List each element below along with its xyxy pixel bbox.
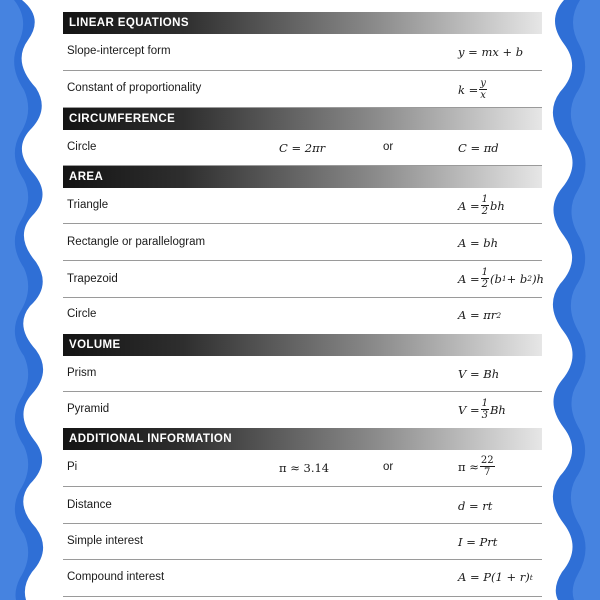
row-formula: V = Bh (458, 367, 500, 381)
fraction-numerator: 1 (481, 267, 488, 278)
fraction (481, 398, 489, 421)
fraction (481, 194, 489, 217)
superscript: 2 (496, 310, 502, 320)
formula-lhs: V = (458, 402, 480, 417)
row-formula-alternate (458, 455, 496, 478)
row-label: Compound interest (67, 571, 165, 583)
fraction-denominator: 2 (481, 206, 488, 217)
formula-reference-sheet (63, 0, 542, 600)
section-header-area: AREA (63, 166, 542, 188)
fraction-denominator: x (480, 90, 486, 101)
section-header-volume: VOLUME (63, 334, 542, 356)
formula-rhs: Bh (489, 402, 506, 417)
row-area-triangle (63, 188, 542, 224)
formula-lhs: k = (458, 82, 479, 97)
or-separator: or (383, 461, 394, 473)
fraction-numerator: 22 (480, 455, 494, 466)
subscript: 2 (527, 274, 533, 283)
row-label: Distance (67, 499, 112, 511)
formula-lhs: A = πr (458, 308, 497, 322)
row-formula-alternate: C = πd (458, 141, 499, 155)
formula-rhs: bh (489, 198, 505, 213)
or-separator: or (383, 141, 394, 153)
row-formula (458, 267, 544, 290)
section-header-circumference: CIRCUMFERENCE (63, 108, 542, 130)
row-formula (458, 78, 488, 101)
formula-lhs: A = (458, 271, 480, 286)
row-label: Prism (67, 367, 97, 379)
formula-part: )h (532, 271, 544, 286)
formula-part: + b (506, 271, 528, 286)
row-label: Pi (67, 461, 78, 473)
row-formula (458, 194, 505, 217)
row-formula-primary: π ≈ 3.14 (279, 461, 330, 475)
row-formula: A = bh (458, 236, 499, 250)
row-pi (63, 450, 542, 487)
row-label: Circle (67, 308, 97, 320)
row-label: Trapezoid (67, 273, 118, 285)
row-label: Slope-intercept form (67, 45, 171, 57)
row-slope-intercept (63, 34, 542, 71)
row-simple-interest (63, 524, 542, 560)
row-area-trapezoid (63, 261, 542, 298)
row-volume-pyramid (63, 392, 542, 427)
row-formula: y = mx + b (458, 45, 524, 59)
row-label: Simple interest (67, 535, 144, 547)
row-label: Circle (67, 141, 97, 153)
row-distance (63, 487, 542, 524)
row-area-circle (63, 298, 542, 332)
fraction (479, 78, 487, 101)
subscript: 1 (501, 274, 507, 283)
row-area-rectangle (63, 224, 542, 261)
fraction (480, 455, 495, 478)
superscript: t (529, 572, 533, 582)
row-label: Constant of proportionality (67, 82, 202, 94)
fraction-numerator: y (480, 78, 486, 89)
formula-lhs: A = P(1 + r) (458, 570, 530, 584)
row-constant-of-proportionality (63, 71, 542, 108)
row-formula (458, 308, 501, 322)
formula-lhs: A = (458, 198, 480, 213)
row-formula-primary: C = 2πr (279, 141, 326, 155)
right-watercolor-border (540, 0, 600, 600)
fraction-numerator: 1 (481, 194, 488, 205)
row-formula: d = rt (458, 499, 493, 513)
section-header-additional-information: ADDITIONAL INFORMATION (63, 428, 542, 450)
row-label: Triangle (67, 199, 109, 211)
fraction-denominator: 2 (481, 279, 488, 290)
row-label: Rectangle or parallelogram (67, 236, 206, 248)
section-header-linear-equations: LINEAR EQUATIONS (63, 12, 542, 34)
fraction-numerator: 1 (481, 398, 488, 409)
formula-part: (b (489, 271, 502, 286)
row-formula (458, 570, 533, 584)
left-watercolor-border (0, 0, 60, 600)
formula-lhs: π ≈ (458, 459, 479, 474)
row-circumference-circle (63, 130, 542, 166)
row-compound-interest (63, 560, 542, 597)
row-formula: I = Prt (458, 535, 498, 549)
fraction-denominator: 3 (481, 410, 488, 421)
row-label: Pyramid (67, 403, 110, 415)
fraction-denominator: 7 (484, 467, 491, 478)
row-formula (458, 398, 506, 421)
row-volume-prism (63, 356, 542, 392)
fraction (481, 267, 489, 290)
